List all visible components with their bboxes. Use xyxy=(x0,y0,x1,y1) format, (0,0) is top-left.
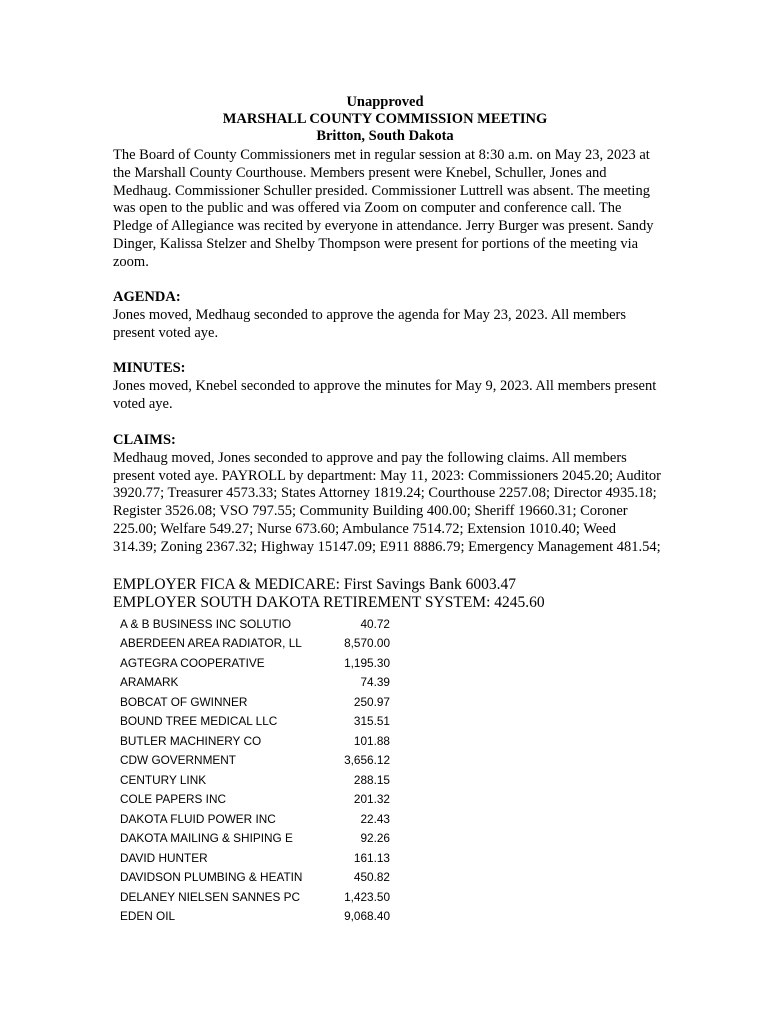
vendor-name: EDEN OIL xyxy=(120,909,176,924)
claim-amount: 450.82 xyxy=(353,870,390,885)
table-row xyxy=(120,790,390,810)
agenda-section xyxy=(113,289,661,342)
claim-amount: 161.13 xyxy=(353,850,390,865)
intro-paragraph: The Board of County Commissioners met in regular session at 8:30 a.m. on May 23, 2023 at the Marshall County Courthouse. Members present were Knebel, Schuller, Jones and Medhaug. Commissioner Schuller presided. Commissioner Luttrell was absent. The meeting was open to the public and was offered via Zoom on computer and conference call. The Pledge of Allegiance was recited by everyone in attendance. Jerry Burger was present. Sandy Dinger, Kalissa Stelzer and Shelby Thompson were present for portions of the meeting via zoom. xyxy=(113,147,654,270)
claim-amount: 201.32 xyxy=(353,792,390,807)
vendor-name: DAKOTA MAILING & SHIPING E xyxy=(120,831,293,846)
table-row xyxy=(120,887,390,907)
table-row xyxy=(120,770,390,790)
claim-amount: 22.43 xyxy=(360,811,390,826)
vendor-name: BOUND TREE MEDICAL LLC xyxy=(120,714,278,729)
vendor-name: CDW GOVERNMENT xyxy=(120,753,236,768)
claim-amount: 288.15 xyxy=(353,772,390,787)
vendor-name: COLE PAPERS INC xyxy=(120,792,226,807)
minutes-title: MINUTES: xyxy=(113,360,186,376)
claim-amount: 92.26 xyxy=(360,831,390,846)
claims-section xyxy=(113,432,661,557)
fica-line: EMPLOYER FICA & MEDICARE: First Savings Bank 6003.47 xyxy=(113,576,517,593)
claim-amount: 8,570.00 xyxy=(344,636,390,651)
retirement-line: EMPLOYER SOUTH DAKOTA RETIREMENT SYSTEM: 4245.60 xyxy=(113,594,545,611)
table-row xyxy=(120,712,390,732)
claim-amount: 250.97 xyxy=(353,694,390,709)
vendor-name: A & B BUSINESS INC SOLUTIO xyxy=(120,616,292,631)
vendor-name: ABERDEEN AREA RADIATOR, LL xyxy=(120,636,302,651)
status-heading: Unapproved xyxy=(346,94,424,110)
table-row xyxy=(120,829,390,849)
claim-amount: 101.88 xyxy=(353,733,390,748)
vendor-name: DELANEY NIELSEN SANNES PC xyxy=(120,889,301,904)
vendor-name: DAKOTA FLUID POWER INC xyxy=(120,811,276,826)
vendor-name: DAVID HUNTER xyxy=(120,850,208,865)
table-row xyxy=(120,692,390,712)
table-row xyxy=(120,614,390,634)
vendor-name: BUTLER MACHINERY CO xyxy=(120,733,262,748)
minutes-text: Jones moved, Knebel seconded to approve the minutes for May 9, 2023. All members present voted aye. xyxy=(113,377,657,412)
table-row xyxy=(120,907,390,927)
claim-amount: 1,423.50 xyxy=(344,889,390,904)
document-title: MARSHALL COUNTY COMMISSION MEETING xyxy=(222,111,548,127)
agenda-text: Jones moved, Medhaug seconded to approve the agenda for May 23, 2023. All members present voted aye. xyxy=(113,306,627,341)
claims-text: Medhaug moved, Jones seconded to approve and pay the following claims. All members present voted aye. PAYROLL by department: May 11, 2023: Commissioners 2045.20; Auditor 3920.77; Treasurer 4573.33; States Attorney 1819.24; Courthouse 2257.08; Director 4935.18; Register 3526.08; VSO 797.55; Community Building 400.00; Sheriff 19660.31; Coroner 225.00; Welfare 549.27; Nurse 673.60; Ambulance 7514.72; Extension 1010.40; Weed 314.39; Zoning 2367.32; Highway 15147.09; E911 8886.79; Emergency Management 481.54; xyxy=(113,449,662,555)
vendor-name: CENTURY LINK xyxy=(120,772,207,787)
vendor-name: AGTEGRA COOPERATIVE xyxy=(120,655,265,670)
claim-amount: 1,195.30 xyxy=(344,655,390,670)
minutes-section xyxy=(113,360,661,413)
agenda-title: AGENDA: xyxy=(113,289,181,305)
table-row xyxy=(120,731,390,751)
location-heading: Britton, South Dakota xyxy=(316,128,454,144)
claim-amount: 9,068.40 xyxy=(344,909,390,924)
claims-table xyxy=(120,614,390,926)
vendor-name: BOBCAT OF GWINNER xyxy=(120,694,248,709)
claim-amount: 315.51 xyxy=(353,714,390,729)
claim-amount: 74.39 xyxy=(360,675,390,690)
claim-amount: 3,656.12 xyxy=(344,753,390,768)
claim-amount: 40.72 xyxy=(360,616,390,631)
vendor-name: DAVIDSON PLUMBING & HEATIN xyxy=(120,870,303,885)
table-row xyxy=(120,809,390,829)
table-row xyxy=(120,751,390,771)
table-row xyxy=(120,653,390,673)
claims-title: CLAIMS: xyxy=(113,432,176,448)
table-row xyxy=(120,848,390,868)
table-row xyxy=(120,634,390,654)
vendor-name: ARAMARK xyxy=(120,675,179,690)
table-row xyxy=(120,673,390,693)
table-row xyxy=(120,868,390,888)
